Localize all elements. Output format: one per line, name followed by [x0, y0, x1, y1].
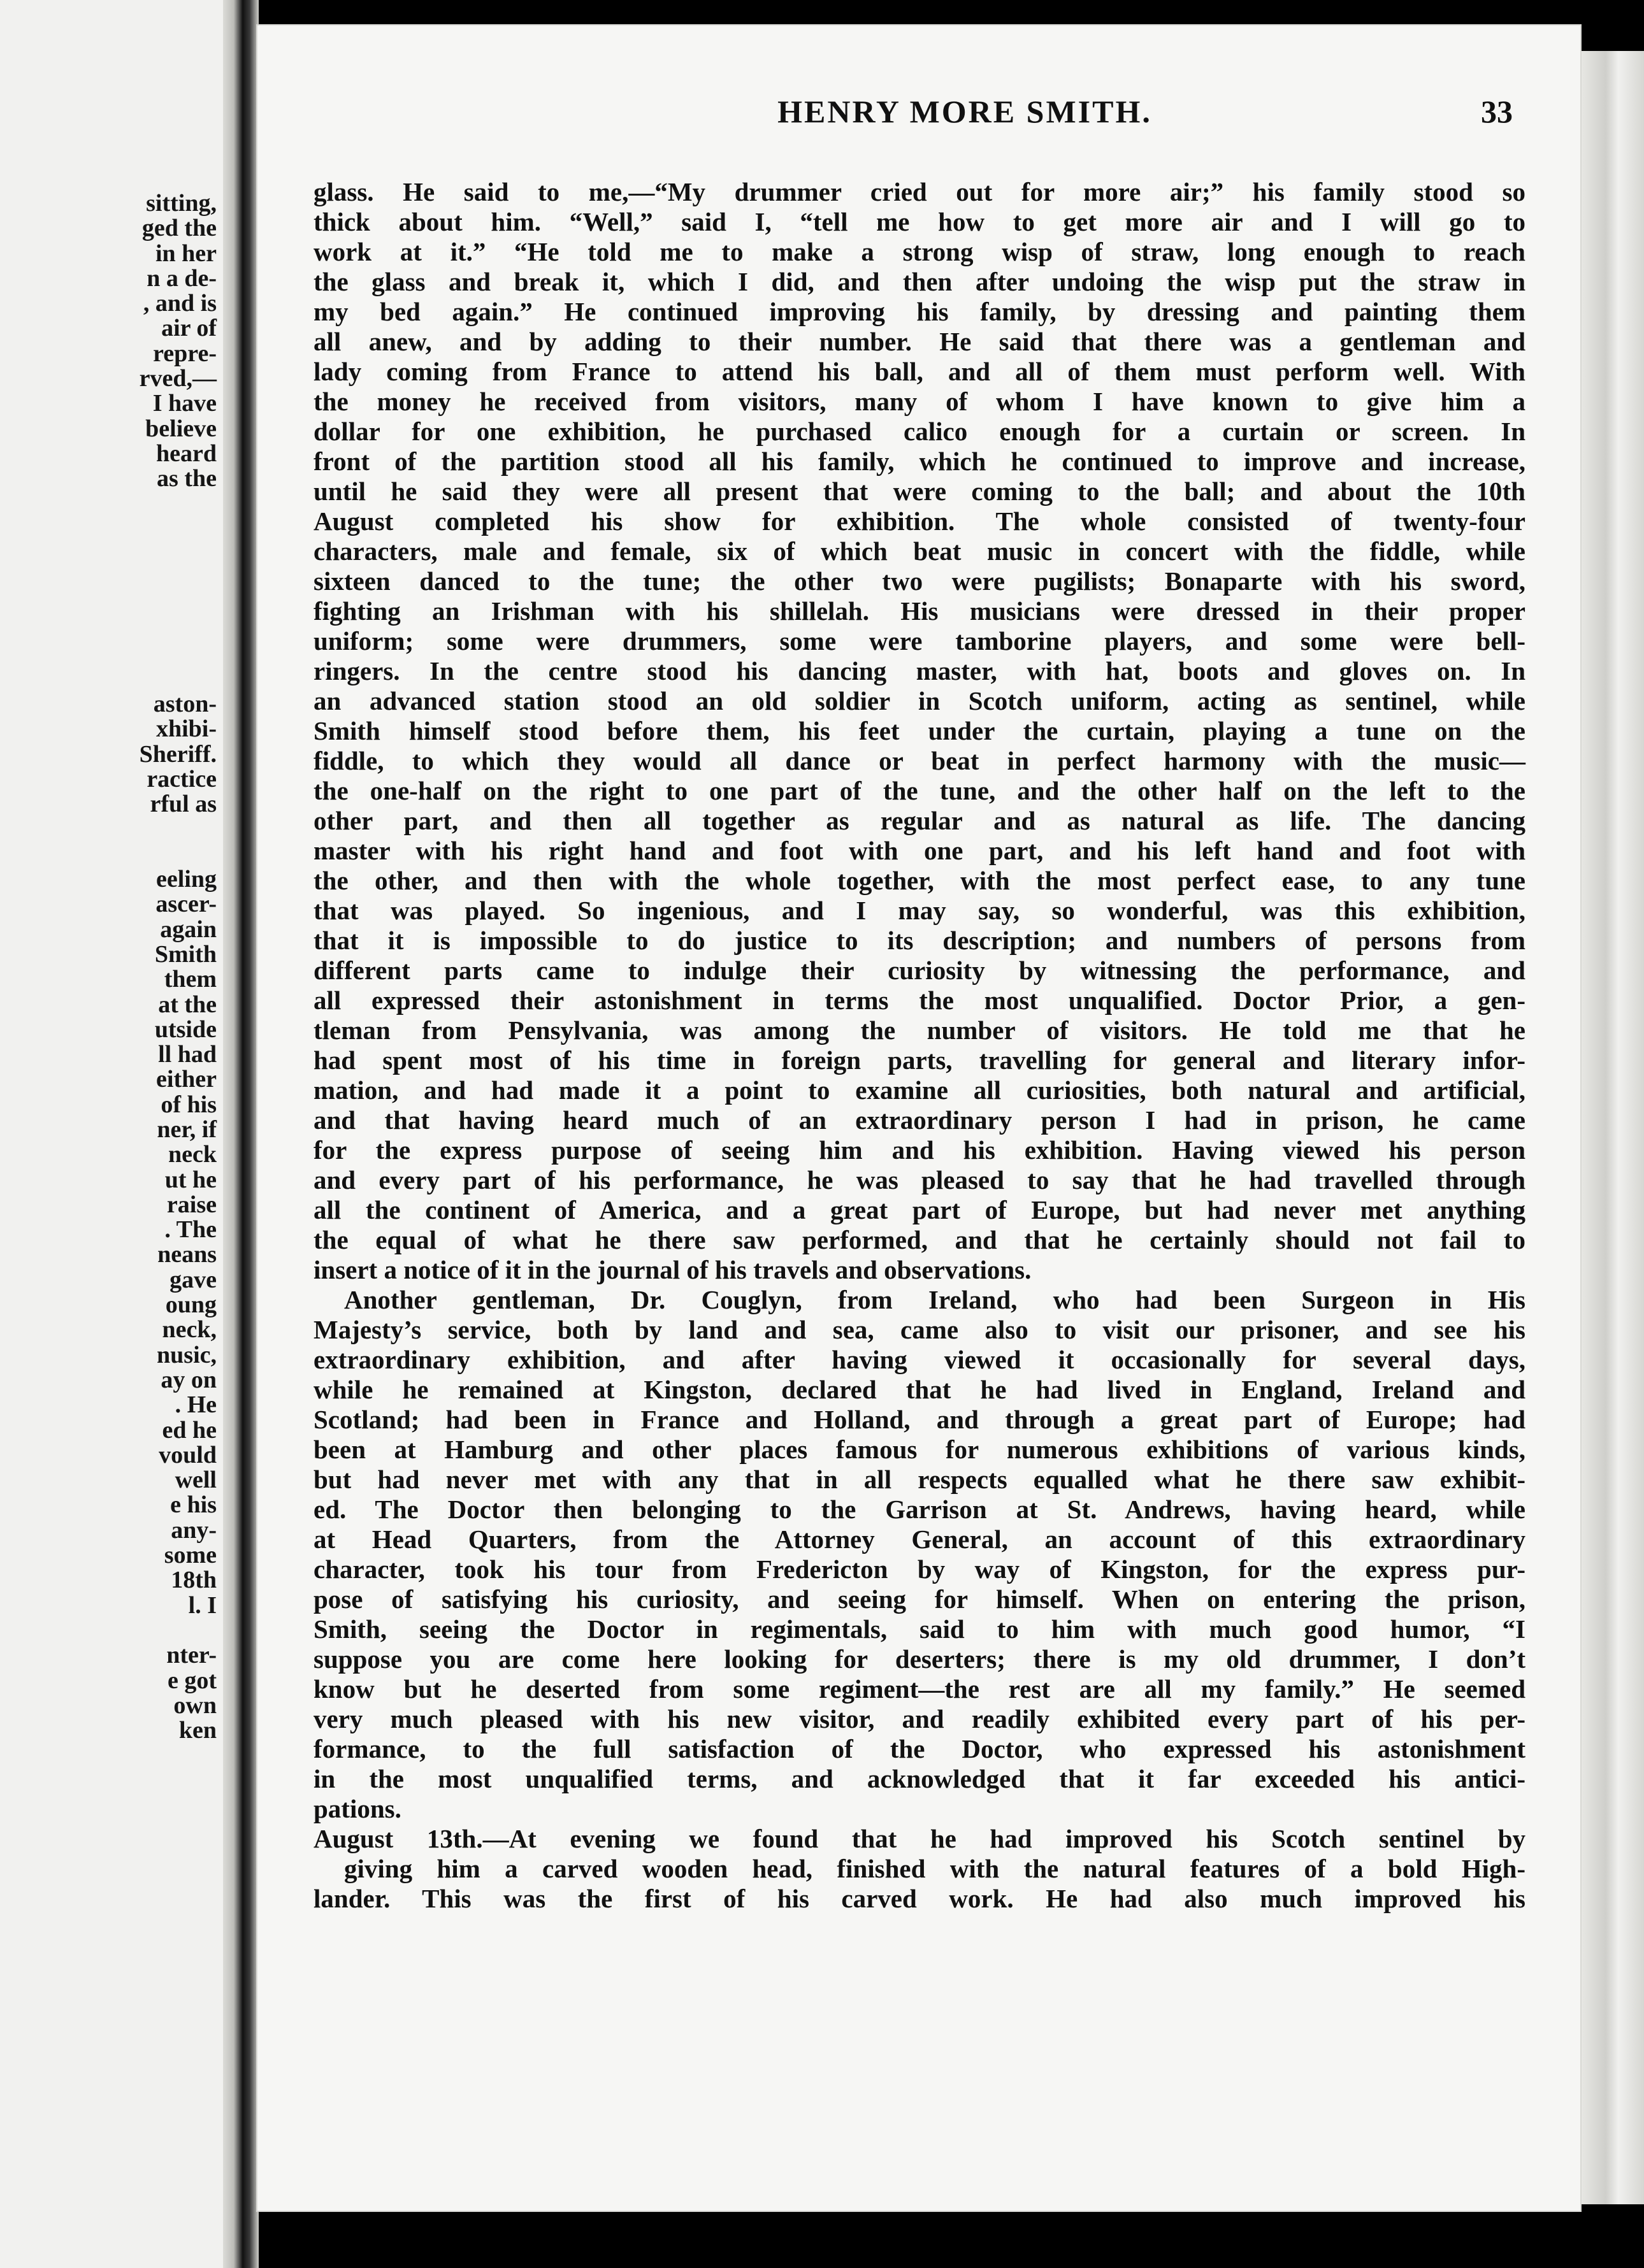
previous-page-line: Sheriff.: [139, 740, 217, 768]
text-line: while he remained at Kingston, declared that he had lived in England, Ireland and: [314, 1375, 1525, 1404]
previous-page-line: neans: [157, 1241, 217, 1268]
previous-page-line: ll had: [158, 1041, 217, 1068]
text-line: in the most unqualified terms, and acknowledged that it far exceeded his antici-: [314, 1764, 1525, 1793]
previous-page-line: as the: [157, 465, 217, 492]
text-line: Smith himself stood before them, his feet under the curtain, playing a tune on the: [314, 716, 1525, 745]
previous-page-line: l. I: [188, 1591, 217, 1619]
previous-page-line: gave: [169, 1266, 217, 1293]
text-line: Scotland; had been in France and Holland, and through a great part of Europe; had: [314, 1405, 1525, 1434]
text-line: for the express purpose of seeing him and his exhibition. Having viewed his person: [314, 1135, 1525, 1165]
previous-page-text: [0, 191, 217, 1743]
previous-page-line: e his: [170, 1491, 217, 1519]
previous-page-line: at the: [158, 991, 217, 1018]
text-line: pose of satisfying his curiosity, and seeing for himself. When on entering the prison,: [314, 1584, 1525, 1614]
previous-page-line: [0, 542, 217, 566]
previous-page-line: aston-: [153, 690, 217, 717]
previous-page-line: neck,: [162, 1316, 217, 1344]
text-line: front of the partition stood all his family, which he continued to improve and increase,: [314, 447, 1525, 476]
previous-page-line: air of: [161, 315, 217, 342]
text-line: but had never met with any that in all respects equalled what he there saw exhibit-: [314, 1465, 1525, 1494]
text-line: all anew, and by adding to their number. He said that there was a gentleman and: [314, 327, 1525, 356]
previous-page-line: repre-: [153, 340, 217, 367]
previous-page-line: own: [173, 1691, 217, 1719]
previous-page-line: [0, 667, 217, 692]
text-line: and every part of his performance, he was pleased to say that he had travelled through: [314, 1165, 1525, 1195]
previous-page-line: oung: [165, 1291, 217, 1319]
previous-page-line: 18th: [171, 1567, 217, 1594]
previous-page-line: [0, 1618, 217, 1643]
previous-page-line: again: [160, 915, 217, 943]
previous-page-line: ken: [178, 1717, 217, 1744]
text-line: fiddle, to which they would all dance or beat in perfect harmony with the music—: [314, 746, 1525, 775]
text-line: lander. This was the first of his carved work. He had also much improved his: [314, 1884, 1525, 1913]
page-edges: [1580, 51, 1644, 2204]
running-header: [257, 89, 1580, 134]
text-line: an advanced station stood an old soldier in Scotch uniform, acting as sentinel, while: [314, 686, 1525, 715]
previous-page-line: eeling: [156, 866, 217, 893]
text-line: August completed his show for exhibition. The whole consisted of twenty-four: [314, 506, 1525, 536]
text-line: insert a notice of it in the journal of his travels and observations.: [314, 1255, 1032, 1284]
previous-page-line: of his: [161, 1091, 217, 1118]
text-line: that it is impossible to do justice to its description; and numbers of persons from: [314, 926, 1525, 955]
text-line: sixteen danced to the tune; the other two were pugilists; Bonaparte with his sword,: [314, 566, 1525, 596]
previous-page-line: neck: [168, 1141, 217, 1168]
previous-page-line: sitting,: [146, 190, 217, 217]
previous-page-line: [0, 842, 217, 867]
previous-page-line: [0, 566, 217, 591]
text-line: giving him a carved wooden head, finished with the natural features of a bold High-: [344, 1854, 1525, 1883]
text-line: August 13th.—At evening we found that he had improved his Scotch sentinel by: [314, 1824, 1525, 1853]
text-line: different parts came to indulge their curiosity by witnessing the performance, and: [314, 956, 1525, 985]
previous-page-line: ged the: [141, 215, 217, 242]
text-line: other part, and then all together as regular and as natural as life. The dancing: [314, 806, 1525, 835]
previous-page-line: ascer-: [155, 891, 217, 918]
previous-page-line: , and is: [143, 290, 217, 317]
previous-page-line: rful as: [150, 791, 217, 818]
previous-page-line: ractice: [147, 765, 217, 793]
text-line: ringers. In the centre stood his dancing master, with hat, boots and gloves on. In: [314, 656, 1525, 685]
previous-page-line: nter-: [166, 1642, 217, 1669]
text-line: know but he deserted from some regiment—the rest are all my family.” He seemed: [314, 1674, 1525, 1704]
previous-page-line: ay on: [161, 1366, 217, 1393]
text-line: ed. The Doctor then belonging to the Garrison at St. Andrews, having heard, while: [314, 1495, 1525, 1524]
previous-page-line: . The: [164, 1216, 217, 1244]
previous-page-line: [0, 642, 217, 666]
text-line: at Head Quarters, from the Attorney General, an account of this extraordinary: [314, 1525, 1525, 1554]
text-line: Another gentleman, Dr. Couglyn, from Ireland, who had been Surgeon in His: [344, 1285, 1525, 1314]
text-line: glass. He said to me,—“My drummer cried out for more air;” his family stood so: [314, 177, 1525, 206]
book-page: [257, 25, 1580, 2211]
page-number: 33: [1481, 94, 1513, 129]
previous-page-line: [0, 492, 217, 517]
previous-page-line: well: [175, 1467, 217, 1494]
text-line: and that having heard much of an extraordinary person I had in prison, he came: [314, 1105, 1525, 1135]
text-line: the other, and then with the whole together, with the most perfect ease, to any tune: [314, 866, 1525, 895]
text-line: suppose you are come here looking for deserters; there is my old drummer, I don’t: [314, 1644, 1525, 1674]
previous-page-line: Smith: [154, 940, 217, 968]
previous-page-line: some: [164, 1542, 217, 1569]
previous-page-line: either: [156, 1066, 217, 1093]
text-line: characters, male and female, six of which beat music in concert with the fiddle, while: [314, 536, 1525, 566]
text-line: formance, to the full satisfaction of the Doctor, who expressed his astonishment: [314, 1734, 1525, 1763]
text-line: pations.: [314, 1794, 401, 1823]
text-line: fighting an Irishman with his shillelah. His musicians were dressed in their proper: [314, 596, 1525, 626]
text-line: all expressed their astonishment in terms the most unqualified. Doctor Prior, a gen-: [314, 986, 1525, 1015]
previous-page-line: utside: [154, 1016, 217, 1043]
text-line: extraordinary exhibition, and after having viewed it occasionally for several days,: [314, 1345, 1525, 1374]
text-line: very much pleased with his new visitor, and readily exhibited every part of his per-: [314, 1704, 1525, 1733]
text-line: that was played. So ingenious, and I may say, so wonderful, was this exhibition,: [314, 896, 1525, 925]
previous-page-line: [0, 592, 217, 617]
previous-page-line: ed he: [162, 1416, 217, 1444]
text-line: dollar for one exhibition, he purchased calico enough for a curtain or screen. In: [314, 417, 1525, 446]
previous-page-line: I have: [152, 390, 217, 417]
previous-page-line: them: [164, 966, 217, 993]
text-line: until he said they were all present that were coming to the ball; and about the 10th: [314, 477, 1525, 506]
text-line: mation, and had made it a point to examine all curiosities, both natural and artificial,: [314, 1075, 1525, 1105]
previous-page-line: raise: [166, 1191, 217, 1218]
text-line: the one-half on the right to one part of the tune, and the other half on the left to the: [314, 776, 1525, 805]
text-line: all the continent of America, and a great part of Europe, but had never met anything: [314, 1195, 1525, 1224]
book-gutter: [223, 0, 259, 2268]
text-line: tleman from Pensylvania, was among the number of visitors. He told me that he: [314, 1016, 1525, 1045]
previous-page-line: any-: [171, 1516, 217, 1544]
text-line: Smith, seeing the Doctor in regimentals, said to him with much good humor, “I: [314, 1614, 1525, 1644]
text-line: Majesty’s service, both by land and sea, came also to visit our prisoner, and see his: [314, 1315, 1525, 1344]
text-line: master with his right hand and foot with one part, and his left hand and foot with: [314, 836, 1525, 865]
previous-page-line: . He: [175, 1391, 217, 1419]
previous-page-line: [0, 817, 217, 842]
previous-page-line: n a de-: [147, 264, 217, 292]
text-line: work at it.” “He told me to make a strong wisp of straw, long enough to reach: [314, 237, 1525, 266]
previous-page-line: [0, 517, 217, 542]
text-line: had spent most of his time in foreign parts, travelling for general and literary infor-: [314, 1045, 1525, 1075]
running-title: HENRY MORE SMITH.: [777, 94, 1152, 129]
previous-page-line: heard: [156, 440, 217, 467]
previous-page-fragment: [0, 0, 223, 2268]
text-line: been at Hamburg and other places famous for numerous exhibitions of various kinds,: [314, 1435, 1525, 1464]
previous-page-line: ner, if: [157, 1116, 217, 1143]
text-line: the equal of what he there saw performed, and that he certainly should not fail to: [314, 1225, 1525, 1254]
previous-page-line: vould: [159, 1441, 217, 1468]
text-line: the glass and break it, which I did, and then after undoing the wisp put the straw in: [314, 267, 1525, 296]
text-line: my bed again.” He continued improving his family, by dressing and painting them: [314, 297, 1525, 326]
previous-page-line: xhibi-: [155, 715, 217, 743]
text-line: the money he received from visitors, many of whom I have known to give him a: [314, 387, 1525, 416]
previous-page-line: nusic,: [157, 1341, 217, 1368]
previous-page-line: e got: [167, 1667, 217, 1694]
text-line: uniform; some were drummers, some were tamborine players, and some were bell-: [314, 626, 1525, 656]
previous-page-line: believe: [145, 415, 217, 442]
text-line: character, took his tour from Fredericton by way of Kingston, for the express pur-: [314, 1554, 1525, 1584]
text-line: thick about him. “Well,” said I, “tell me how to get more air and I will go to: [314, 207, 1525, 236]
body-text: [314, 177, 1525, 1914]
previous-page-line: rved,—: [139, 365, 217, 392]
text-line: lady coming from France to attend his ball, and all of them must perform well. With: [314, 357, 1525, 386]
previous-page-line: [0, 617, 217, 642]
previous-page-line: ut he: [164, 1166, 217, 1193]
previous-page-line: in her: [155, 240, 217, 267]
